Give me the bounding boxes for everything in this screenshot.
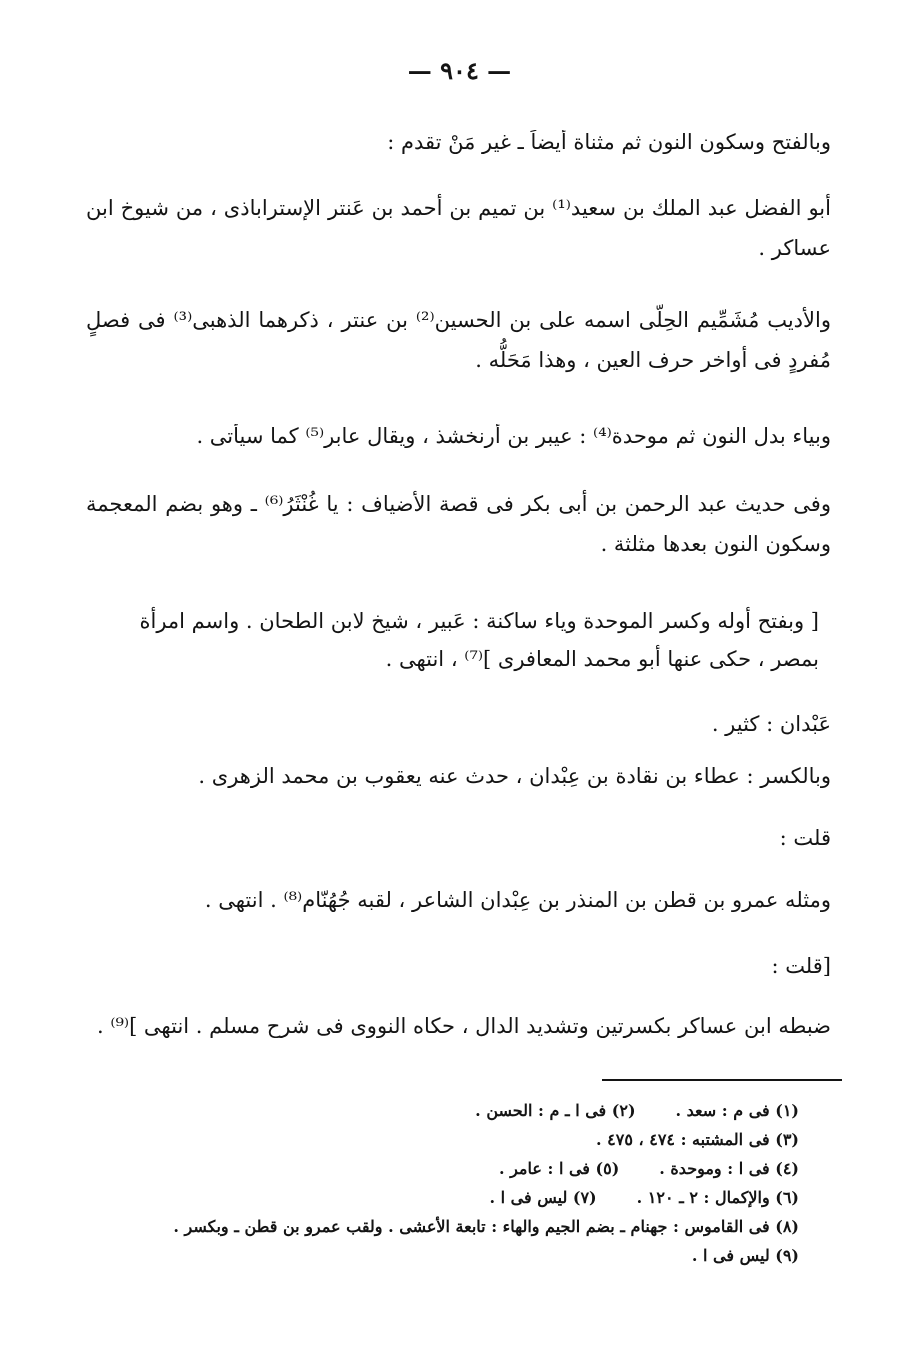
footnote-1: (١) فى م : سعد . <box>675 1101 799 1120</box>
footnote-divider <box>602 1079 842 1081</box>
paragraph-5: وفى حديث عبد الرحمن بن أبى بكر فى قصة الأضياف : يا غُنْثَرُ⁽⁶⁾ ـ وهو بضم المعجمة وسكون النون بعدها مثلثة . <box>86 492 831 556</box>
paragraph-7: عَبْدان : كثير . <box>711 712 831 736</box>
paragraph-4: وبياء بدل النون ثم موحدة⁽⁴⁾ : عيبر بن أرنخشذ ، ويقال عابر⁽⁵⁾ كما سيأتى . <box>196 424 831 448</box>
paragraph-11: [قلت : <box>771 954 831 978</box>
footnote-line-2 <box>140 1125 799 1154</box>
footnote-line-1 <box>140 1096 799 1125</box>
paragraph-3: والأديب مُشَمِّيم الحِلّى اسمه على بن الحسين⁽²⁾ بن عنتر ، ذكرهما الذهبى⁽³⁾ فى فصلٍ مُفردٍ فى أواخر حرف العين ، وهذا مَحَلُّه . <box>86 308 831 372</box>
footnote-8: (٨) فى القاموس : جهنام ـ بضم الجيم والهاء : تابعة الأعشى . ولقب عمرو بن قطن ـ وبكسر . <box>173 1217 799 1236</box>
footnote-2: (٢) فى ا ـ م : الحسن . <box>475 1101 636 1120</box>
paragraph-8: وبالكسر : عطاء بن نقادة بن عِبْدان ، حدث عنه يعقوب بن محمد الزهرى . <box>198 764 831 788</box>
footnote-3: (٣) فى المشتبه : ٤٧٤ ، ٤٧٥ . <box>595 1130 799 1149</box>
footnote-line-6 <box>140 1241 799 1270</box>
footnotes <box>140 1096 799 1270</box>
footnote-6: (٦) والإكمال : ٢ ـ ١٢٠ . <box>636 1188 799 1207</box>
paragraph-1: وبالفتح وسكون النون ثم مثناة أيضاً ـ غير مَنْ تقدم : <box>387 130 831 154</box>
footnote-4: (٤) فى ا : وموحدة . <box>659 1159 799 1178</box>
footnote-9: (٩) ليس فى ا . <box>691 1246 799 1265</box>
paragraph-9: قلت : <box>779 826 831 850</box>
footnote-7: (٧) ليس فى ا . <box>489 1188 597 1207</box>
bracketed-note: [ وبفتح أوله وكسر الموحدة وياء ساكنة : عَبير ، شيخ لابن الطحان . واسم امرأة بمصر ، حكى عنها أبو محمد المعافرى ]⁽⁷⁾ ، انتهى . <box>139 609 819 671</box>
page-number: — ٩٠٤ — <box>407 56 512 85</box>
footnote-5: (٥) فى ا : عامر . <box>498 1159 620 1178</box>
paragraph-10: ومثله عمرو بن قطن بن المنذر بن عِبْدان الشاعر ، لقبه جُهُنّام⁽⁸⁾ . انتهى . <box>204 888 831 912</box>
footnote-line-4 <box>140 1183 799 1212</box>
footnote-line-5 <box>140 1212 799 1241</box>
paragraph-12: ضبطه ابن عساكر بكسرتين وتشديد الدال ، حكاه النووى فى شرح مسلم . انتهى ]⁽⁹⁾ . <box>96 1014 831 1038</box>
footnote-line-3 <box>140 1154 799 1183</box>
paragraph-2: أبو الفضل عبد الملك بن سعيد⁽¹⁾ بن تميم بن أحمد بن عَنتر الإستراباذى ، من شيوخ ابن عساكر . <box>86 196 831 260</box>
